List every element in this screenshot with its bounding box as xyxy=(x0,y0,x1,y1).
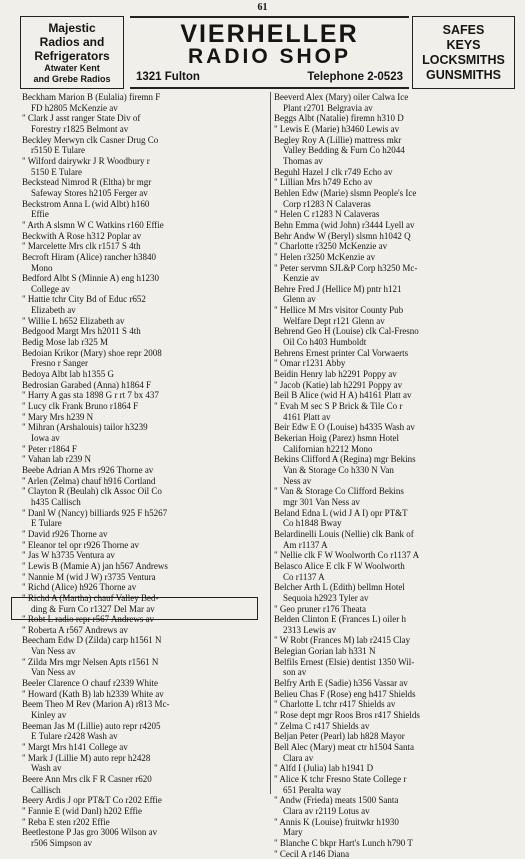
directory-entry: Clara av r2119 Lotus av xyxy=(283,805,370,816)
directory-entry: Beidin Henry lab h2291 Poppy av xyxy=(274,369,397,380)
directory-entry: Belfils Ernest (Elsie) dentist 1350 Wil- xyxy=(274,656,415,667)
directory-entry: Callisch xyxy=(31,784,61,795)
directory-entry: Welfare Dept r121 Glenn av xyxy=(283,315,385,326)
left-column xyxy=(22,92,269,849)
directory-entry: Beggs Albt (Natalie) firemn h310 D xyxy=(274,113,404,124)
left-advertisement xyxy=(20,16,124,89)
directory-entry: Behrend Geo H (Louise) clk Cal-Fresno xyxy=(274,326,419,337)
directory-entry: " Clark J asst ranger State Div of xyxy=(22,113,141,124)
directory-entry: Bedoya Albt lab h1355 G xyxy=(22,369,114,380)
directory-entry: " Blanche C bkpr Hart's Lunch h790 T xyxy=(274,837,413,848)
directory-entry: Beckley Merwyn clk Casner Drug Co xyxy=(22,134,159,145)
directory-entry: " Cecil A r146 Diana xyxy=(274,848,350,859)
directory-entry: Van Ness av xyxy=(31,667,76,678)
directory-entry: Belden Clinton E (Frances L) oiler h xyxy=(274,614,406,625)
directory-entry: " Charlotte L tchr r417 Shields av xyxy=(274,699,396,710)
directory-entry: " Vahan lab r239 N xyxy=(22,454,91,465)
directory-entry: r506 Simpson av xyxy=(31,837,93,848)
directory-entry: FD h2805 McKenzie av xyxy=(31,102,118,113)
left-ad-line: Radios and xyxy=(39,34,105,49)
directory-entry: " Geo pruner r176 Theata xyxy=(274,603,366,614)
directory-entry: " Reba E sten r202 Effie xyxy=(22,816,110,827)
business-address: 1321 Fulton xyxy=(136,71,200,83)
business-telephone: Telephone 2-0523 xyxy=(307,71,403,83)
directory-entry: Beguhl Hazel J clk r749 Echo av xyxy=(274,166,393,177)
left-ad-line: Atwater Kent xyxy=(44,62,100,73)
left-ad-line: and Grebe Radios xyxy=(33,73,111,84)
directory-entry: " Annis K (Louise) fruitwkr h1930 xyxy=(274,816,399,827)
directory-entry: " Evah M sec S P Brick & Tile Co r xyxy=(274,401,403,412)
directory-entry: 2313 Lewis av xyxy=(283,624,336,635)
directory-entry: Thomas av xyxy=(283,155,323,166)
directory-entry: Behn Emma (wid John) r3444 Lyell av xyxy=(274,219,415,230)
directory-entry: Iowa av xyxy=(31,433,60,443)
directory-entry: Corp r1283 N Calaveras xyxy=(283,198,371,209)
directory-entry: Bedgood Margt Mrs h2011 S 4th xyxy=(22,326,141,337)
right-ad-line: KEYS xyxy=(446,37,481,52)
directory-entry: Oil Co h403 Humboldt xyxy=(283,337,367,348)
directory-entry: " Nellie clk F W Woolworth Co r1137 A xyxy=(274,550,420,561)
directory-entry: Belardinelli Louis (Nellie) clk Bank of xyxy=(274,528,414,539)
directory-entry: mgr 301 Van Ness av xyxy=(283,496,360,507)
directory-entry: Beeverd Alex (Mary) oiler Calwa Ice xyxy=(274,92,409,102)
directory-entry: Belieu Chas F (Rose) eng h417 Shields xyxy=(274,688,416,699)
directory-entry: " Richd (Alice) h926 Thorne av xyxy=(22,582,137,593)
directory-entry: " Helen C r1283 N Calaveras xyxy=(274,209,380,220)
directory-entry: " David r926 Thorne av xyxy=(22,528,108,539)
directory-entry: Fresno r Sanger xyxy=(31,358,88,369)
directory-entry: " Zelma C r417 Shields av xyxy=(274,720,370,731)
directory-entry: Clara av xyxy=(283,752,314,763)
page-number: 61 xyxy=(257,2,268,13)
directory-entry: " Andw (Frieda) meats 1500 Santa xyxy=(274,795,399,806)
directory-entry: Kinley av xyxy=(31,710,67,721)
directory-entry: Beckwith A Rose h312 Poplar av xyxy=(22,230,142,241)
directory-entry: " Jacob (Katie) lab h2291 Poppy av xyxy=(274,379,403,390)
directory-entry: 651 Peralta way xyxy=(283,784,341,795)
directory-entry: " Clayton R (Beulah) clk Assoc Oil Co xyxy=(22,486,162,497)
directory-entry: Mary xyxy=(283,827,303,838)
directory-entry: Becroft Hiram (Alice) rancher h3840 xyxy=(22,251,156,262)
directory-entry: " Zilda Mrs mgr Nelsen Apts r1561 N xyxy=(22,656,159,667)
directory-entry: " Nannie M (wid J W) r3735 Ventura xyxy=(22,571,156,582)
directory-entry: Bell Alec (Mary) meat ctr h1504 Santa xyxy=(274,742,414,753)
directory-entry: Sequoia h2923 Tyler av xyxy=(283,592,369,603)
business-name: VIERHELLER xyxy=(180,20,359,48)
directory-entry: Beecham Edw D (Zilda) carp h1561 N xyxy=(22,635,162,646)
left-ad-line: Refrigerators xyxy=(34,48,110,63)
business-advertisement xyxy=(130,16,409,89)
directory-entry: " Jas W h3735 Ventura av xyxy=(22,550,115,561)
directory-entry: " Willie L h652 Elizabeth av xyxy=(22,315,125,326)
directory-entry: " Margt Mrs h141 College av xyxy=(22,742,128,753)
directory-entry: Bedford Albt S (Minnie A) eng h1230 xyxy=(22,273,159,284)
directory-entry: Behrens Ernest printer Cal Vorwaerts xyxy=(274,347,409,358)
directory-entry: " Alice K tchr Fresno State College r xyxy=(274,774,407,784)
directory-entry: Belcher Arth L (Edith) bellmn Hotel xyxy=(274,582,405,593)
directory-entry: " Mary Mrs h239 N xyxy=(22,411,94,422)
directory-entry: " Lillian Mrs h749 Echo av xyxy=(274,177,373,188)
right-ad-line: LOCKSMITHS xyxy=(422,52,505,67)
directory-entry: h435 Callisch xyxy=(31,496,81,507)
directory-entry: " Harry A gas sta 1898 G r rt 7 bx 437 xyxy=(22,390,159,401)
directory-entry: Beckstead Nimrod R (Eltha) br mgr xyxy=(22,177,152,188)
directory-entry: Belasco Alice E clk F W Woolworth xyxy=(274,560,405,571)
directory-entry: Beckstrom Anna L (wid Albt) h160 xyxy=(22,198,150,209)
directory-entry: 5150 E Tulare xyxy=(31,166,83,177)
directory-entry: r5150 E Tulare xyxy=(31,145,85,156)
directory-entry: Beckham Marion B (Eulalia) firemn F xyxy=(22,92,161,102)
directory-entry: 4161 Platt av xyxy=(283,411,331,422)
directory-entry: Effie xyxy=(31,209,49,220)
directory-entry: E Tulare r2428 Wash av xyxy=(31,731,118,742)
directory-entry: " Fannie E (wid Danl) h202 Effie xyxy=(22,805,142,816)
directory-entry: Californian h2212 Mono xyxy=(283,443,373,454)
directory-entry: ding & Furn Co r1327 Del Mar av xyxy=(31,603,155,614)
directory-entry: Plant r2701 Belgravia av xyxy=(283,102,373,113)
directory-entry: " Danl W (Nancy) billiards 925 F h5267 xyxy=(22,507,168,518)
directory-entry: Begley Roy A (Lillie) mattress mkr xyxy=(274,134,402,145)
directory-entry: Beery Ardis J opr PT&T Co r202 Effie xyxy=(22,795,162,806)
directory-entry: Mono xyxy=(31,262,53,273)
directory-entry: " Richd A (Martha) chauf Valley Bed- xyxy=(22,592,159,603)
right-ad-line: SAFES xyxy=(442,22,485,37)
directory-entry: Beem Theo M Rev (Marion A) r813 Mc- xyxy=(22,699,170,710)
directory-columns xyxy=(22,92,520,859)
directory-entry: " Peter r1864 F xyxy=(22,443,77,454)
directory-entry: " Alfd I (Julia) lab h1941 D xyxy=(274,763,374,774)
directory-entry: Beir Edw E O (Louise) h4335 Wash av xyxy=(274,422,415,433)
directory-entry: " Peter servmn SJL&P Corp h3250 Mc- xyxy=(274,262,418,273)
directory-entry: " Roberta A r567 Andrews av xyxy=(22,624,128,635)
directory-entry: Ness av xyxy=(283,475,312,486)
directory-entry: " Howard (Kath B) lab h2339 White av xyxy=(22,688,164,699)
directory-entry: " Rose dept mgr Roos Bros r417 Shields xyxy=(274,710,420,721)
directory-entry: Beil B Alice (wid H A) h4161 Platt av xyxy=(274,390,412,401)
directory-entry: Co r1137 A xyxy=(283,571,325,582)
directory-entry: Van Ness av xyxy=(31,646,76,657)
directory-entry: College av xyxy=(31,283,70,294)
directory-entry: " Helen r3250 McKenzie av xyxy=(274,251,376,262)
directory-entry: " Robt L radio repr r567 Andrews av xyxy=(22,614,155,625)
directory-entry: Bedrosian Garabed (Anna) h1864 F xyxy=(22,379,151,390)
directory-entry: " Mark J (Lillie M) auto repr h2428 xyxy=(22,752,151,763)
directory-entry: " Arth A slsmn W C Watkins r160 Effie xyxy=(22,219,164,230)
directory-entry: " Omar r1231 Abby xyxy=(274,358,346,369)
right-column xyxy=(274,92,521,859)
directory-entry: Beljan Peter (Pearl) lab h828 Mayor xyxy=(274,731,405,742)
directory-entry: Beeman Jas M (Lillie) auto repr r4205 xyxy=(22,720,161,731)
directory-entry: Bekins Clifford A (Regina) mgr Bekins xyxy=(274,454,416,465)
directory-entry: " Lucy clk Frank Bruno r1864 F xyxy=(22,401,139,412)
directory-entry: Belegian Gorian lab h331 N xyxy=(274,646,376,657)
directory-entry: Bedig Mose lab r325 M xyxy=(22,337,108,348)
directory-entry: Glenn av xyxy=(283,294,316,305)
directory-entry: Co h1848 Bway xyxy=(283,518,342,529)
directory-entry: Beeler Clarence O chauf r2339 White xyxy=(22,678,159,689)
directory-entry: " Marcelette Mrs clk r1517 S 4th xyxy=(22,241,141,252)
directory-entry: Beetlestone P Jas gro 3006 Wilson av xyxy=(22,827,158,838)
directory-entry: " Wilford dairywkr J R Woodbury r xyxy=(22,155,150,166)
directory-entry: " Charlotte r3250 McKenzie av xyxy=(274,241,388,252)
directory-entry: E Tulare xyxy=(31,518,62,529)
directory-entry: " Lewis E (Marie) h3460 Lewis av xyxy=(274,123,400,134)
directory-entry: Am r1137 A xyxy=(283,539,328,550)
directory-entry: Forestry r1825 Belmont av xyxy=(31,123,129,134)
directory-entry: " W Robt (Frances M) lab r2415 Clay xyxy=(274,635,411,646)
directory-entry: Behr Andw W (Beryl) slsmn h1042 Q xyxy=(274,230,411,241)
directory-entry: Beere Ann Mrs clk F R Casner r620 xyxy=(22,774,152,784)
business-subtitle: RADIO SHOP xyxy=(187,45,351,68)
directory-entry: son av xyxy=(283,667,307,678)
directory-entry: Valley Bedding & Furn Co h2044 xyxy=(283,145,405,156)
directory-entry: Bedoian Krikor (Mary) shoe repr 2008 xyxy=(22,347,162,358)
directory-entry: " Hellice M Mrs visitor County Pub xyxy=(274,305,404,316)
directory-entry: Bekerian Hoig (Parez) hsmn Hotel xyxy=(274,433,399,443)
directory-entry: Elizabeth av xyxy=(31,305,76,316)
directory-entry: Belfry Arth E (Sadie) h356 Vassar av xyxy=(274,678,408,689)
directory-entry: Beland Edna L (wid J A I) opr PT&T xyxy=(274,507,408,518)
right-advertisement xyxy=(412,16,515,89)
left-ad-line: Majestic xyxy=(48,20,96,35)
directory-entry: " Van & Storage Co Clifford Bekins xyxy=(274,486,404,497)
directory-entry: Kenzie av xyxy=(283,273,320,284)
directory-entry: Behre Fred J (Hellice M) pntr h121 xyxy=(274,283,402,294)
directory-entry: Safeway Stores h2105 Ferger av xyxy=(31,187,148,198)
directory-entry: Beebe Adrian A Mrs r926 Thorne av xyxy=(22,464,154,475)
directory-entry: " Hattie tchr City Bd of Educ r652 xyxy=(22,294,146,305)
directory-entry: Behlen Edw (Marie) slsmn People's Ice xyxy=(274,187,417,198)
advertisement-banner xyxy=(20,16,515,89)
right-ad-line: GUNSMITHS xyxy=(426,67,501,82)
directory-entry: Wash av xyxy=(31,763,62,774)
directory-entry: " Mihran (Arshalouis) tailor h3239 xyxy=(22,422,148,433)
directory-entry: " Eleanor tel opr r926 Thorne av xyxy=(22,539,139,550)
directory-entry: Van & Storage Co h330 N Van xyxy=(283,464,394,475)
directory-entry: " Arlen (Zelma) chauf h916 Cortland xyxy=(22,475,156,486)
directory-entry: " Lewis B (Mamie A) jan h567 Andrews xyxy=(22,560,168,571)
